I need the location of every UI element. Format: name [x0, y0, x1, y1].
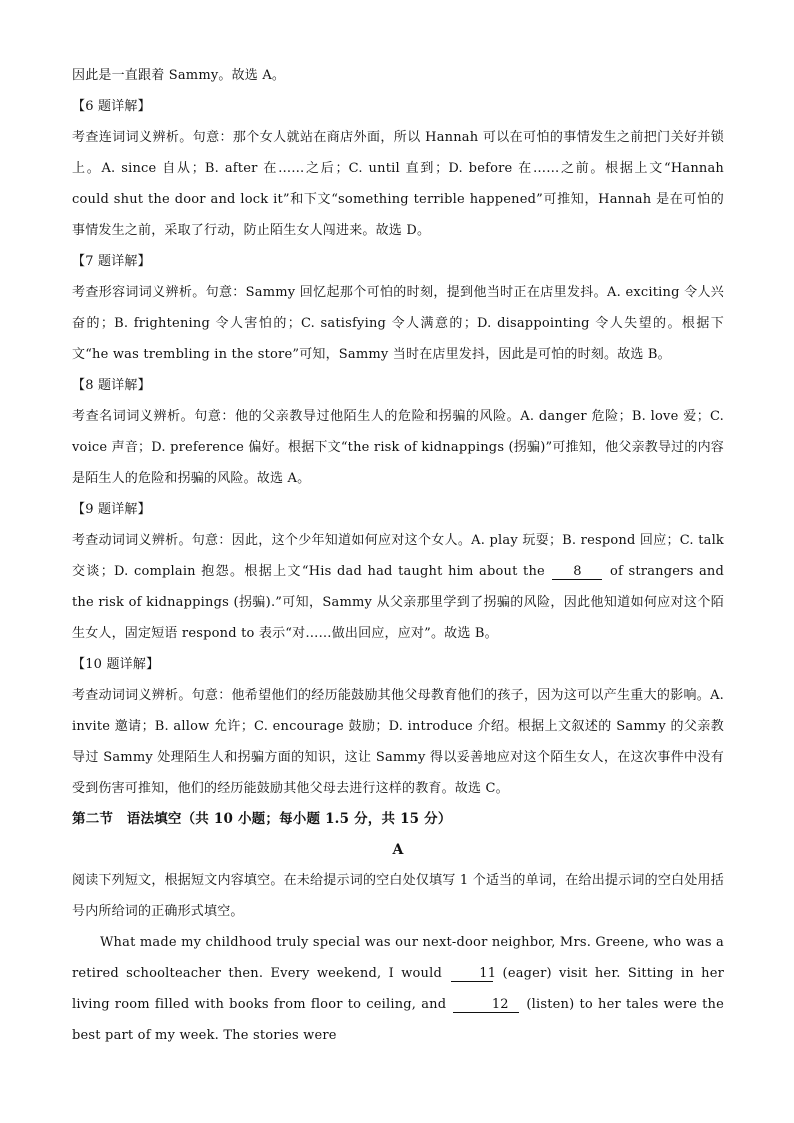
- q10-explanation: 考查动词词义辨析。句意：他希望他们的经历能鼓励其他父母教育他们的孩子，因为这可以产生重大的影响。A. invite 邀请；B. allow 允许；C. encourage 鼓励；D. introduce 介绍。根据上文叙述的 Sammy 的父亲教导过 Sammy 处理陌生人和拐骗方面的知识，这让 Sammy 得以妥善地应对这个陌生女人，在这次事件中没有受到伤害可推知，他们的经历能鼓励其他父母去进行这样的教育。故选 C。: [72, 688, 724, 796]
- instructions: 阅读下列短文，根据短文内容填空。在未给提示词的空白处仅填写 1 个适当的单词，在给出提示词的空白处用括号内所给词的正确形式填空。: [72, 873, 724, 919]
- q9-text-a: 考查动词词义辨析。句意：因此，这个少年知道如何应对这个女人。A. play 玩耍；B. respond 回应；C. talk 交谈；D. complain 抱怨。根据上文“His dad had taught him about the: [72, 533, 724, 579]
- blank-8: 8: [552, 565, 602, 580]
- passage-text-a: What made my childhood truly special was our next-door neighbor, Mrs. Greene, who was a retired schoolteacher then. Every weekend, I would: [72, 935, 725, 981]
- passage-text-c: (listen) to her tales were the best part of my week. The stories were: [72, 997, 725, 1043]
- part-label: A: [392, 842, 404, 858]
- passage-text-b: (eager) visit her. Sitting in her living room filled with books from floor to ceiling, and: [72, 966, 725, 1012]
- q7-heading: 【7 题详解】: [72, 254, 151, 269]
- blank-11: 11: [451, 967, 493, 982]
- q6-heading: 【6 题详解】: [72, 99, 151, 114]
- intro-line: 因此是一直跟着 Sammy。故选 A。: [72, 68, 286, 83]
- q10-heading: 【10 题详解】: [72, 657, 160, 672]
- section-title: 第二节 语法填空（共 10 小题；每小题 1.5 分，共 15 分）: [72, 811, 452, 827]
- blank-12: 12: [453, 998, 519, 1013]
- q6-explanation: 考查连词词义辨析。句意：那个女人就站在商店外面，所以 Hannah 可以在可怕的事情发生之前把门关好并锁上。A. since 自从；B. after 在……之后；C. until 直到；D. before 在……之前。根据上文“Hannah could shut the door and lock it”和下文“something terrible happened”可推知，Hannah 是在可怕的事情发生之前，采取了行动，防止陌生女人闯进来。故选 D。: [72, 130, 724, 238]
- q8-heading: 【8 题详解】: [72, 378, 151, 393]
- q9-text-b: of strangers and the risk of kidnappings (拐骗).”可知，Sammy 从父亲那里学到了拐骗的风险，因此他知道如何应对这个陌生女人，固定短语 respond to 表示“对……做出回应，应对”。故选 B。: [72, 564, 725, 641]
- document-page: [72, 60, 724, 1051]
- passage: [72, 927, 724, 1051]
- q9-heading: 【9 题详解】: [72, 502, 151, 517]
- q9-explanation: [72, 525, 724, 649]
- q8-explanation: 考查名词词义辨析。句意：他的父亲教导过他陌生人的危险和拐骗的风险。A. danger 危险；B. love 爱；C. voice 声音；D. preference 偏好。根据下文“the risk of kidnappings (拐骗)”可推知，他父亲教导过的内容是陌生人的危险和拐骗的风险。故选 A。: [72, 409, 724, 486]
- q7-explanation: 考查形容词词义辨析。句意：Sammy 回忆起那个可怕的时刻，提到他当时正在店里发抖。A. exciting 令人兴奋的；B. frightening 令人害怕的；C. satisfying 令人满意的；D. disappointing 令人失望的。根据下文“he was trembling in the store”可知，Sammy 当时在店里发抖，因此是可怕的时刻。故选 B。: [72, 285, 724, 362]
